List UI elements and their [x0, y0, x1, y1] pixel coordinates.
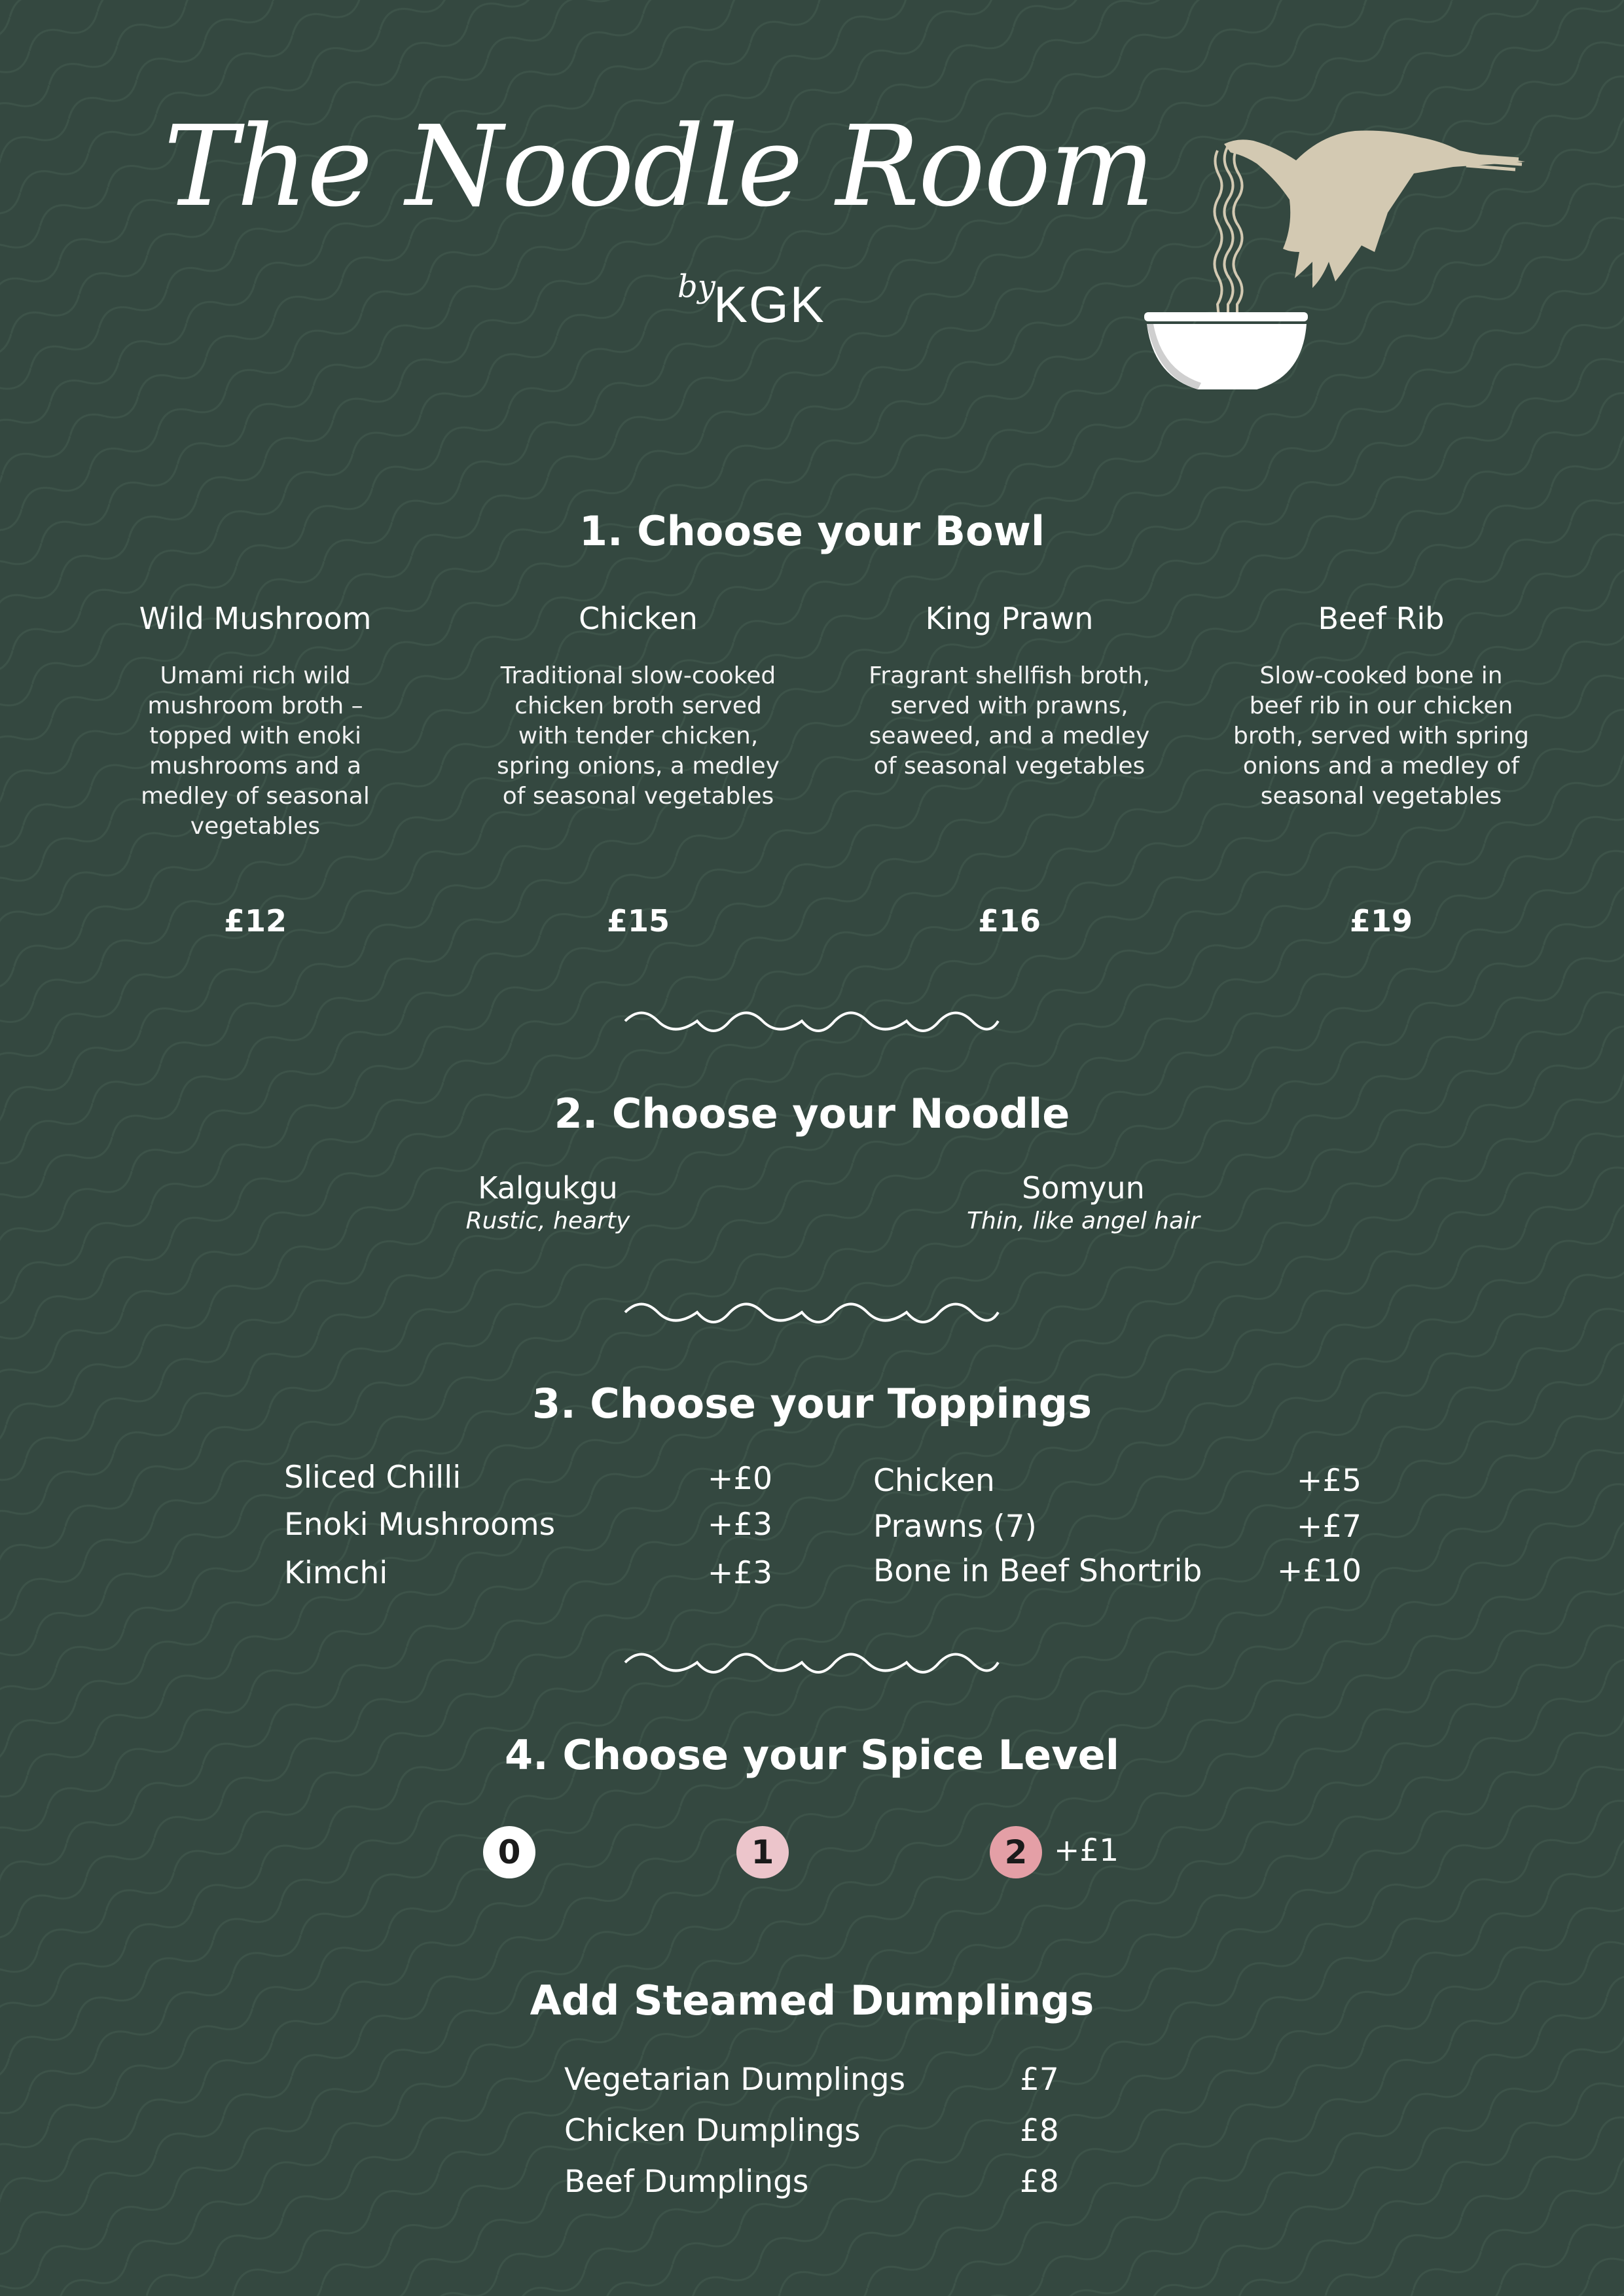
- topping-name: Kimchi: [284, 1555, 388, 1591]
- section-title-noodle: 2. Choose your Noodle: [554, 1090, 1070, 1138]
- bowl-name: Chicken: [579, 601, 698, 636]
- bowl-description: Traditional slow-cooked chicken broth served with tender chicken, spring onions, a medley of seasonal vegetables: [497, 662, 780, 810]
- wave-divider: [622, 1643, 1001, 1682]
- dumpling-price: £8: [1020, 2164, 1059, 2200]
- bowl-price: £16: [977, 903, 1041, 939]
- bowl-name: Beef Rib: [1318, 601, 1445, 636]
- bowl-price: £15: [606, 903, 670, 939]
- topping-name: Enoki Mushrooms: [284, 1507, 556, 1543]
- topping-price: +£3: [707, 1555, 772, 1591]
- spice-level-1: 1: [736, 1826, 789, 1878]
- topping-name: Prawns (7): [873, 1509, 1037, 1545]
- topping-name: Chicken: [873, 1463, 995, 1499]
- crane-noodle-bowl-icon: [1126, 121, 1532, 399]
- wave-divider: [622, 1293, 1001, 1332]
- dumpling-name: Beef Dumplings: [564, 2164, 809, 2200]
- noodle-name: Somyun: [1022, 1170, 1145, 1206]
- topping-price: +£10: [1276, 1553, 1362, 1589]
- topping-price: +£3: [707, 1507, 772, 1543]
- section-title-bowl: 1. Choose your Bowl: [579, 507, 1045, 555]
- brand-kgk: KGK: [713, 276, 825, 333]
- section-title-toppings: 3. Choose your Toppings: [532, 1380, 1092, 1427]
- spice-level-0: 0: [483, 1826, 535, 1878]
- bowl-description: Umami rich wild mushroom broth – topped with enoki mushrooms and a medley of seasonal vegetables: [141, 662, 370, 840]
- bowl-price: £19: [1349, 903, 1413, 939]
- dumpling-name: Vegetarian Dumplings: [564, 2062, 906, 2098]
- brand-title: The Noodle Room: [164, 102, 1154, 232]
- brand-by: by: [677, 268, 715, 305]
- spice-level-2: 2: [990, 1826, 1042, 1878]
- topping-price: +£7: [1296, 1509, 1362, 1545]
- section-title-spice: 4. Choose your Spice Level: [505, 1731, 1119, 1779]
- dumpling-price: £7: [1020, 2062, 1059, 2098]
- topping-price: +£0: [707, 1461, 772, 1497]
- bowl-price: £12: [223, 903, 287, 939]
- noodle-description: Rustic, hearty: [465, 1208, 630, 1234]
- noodle-description: Thin, like angel hair: [967, 1208, 1200, 1234]
- noodle-name: Kalgukgu: [478, 1170, 618, 1206]
- dumpling-price: £8: [1020, 2113, 1059, 2149]
- bowl-name: King Prawn: [925, 601, 1094, 636]
- topping-price: +£5: [1296, 1463, 1362, 1499]
- dumpling-name: Chicken Dumplings: [564, 2113, 861, 2149]
- topping-name: Bone in Beef Shortrib: [873, 1553, 1202, 1589]
- wave-divider: [622, 1001, 1001, 1041]
- topping-name: Sliced Chilli: [284, 1460, 461, 1496]
- bowl-description: Fragrant shellfish broth, served with prawns, seaweed, and a medley of seasonal vegetables: [869, 662, 1150, 780]
- bowl-name: Wild Mushroom: [139, 601, 372, 636]
- spice-extra-price: +£1: [1054, 1833, 1119, 1869]
- bowl-description: Slow-cooked bone in beef rib in our chicken broth, served with spring onions and a medley of seasonal vegetables: [1233, 662, 1530, 810]
- section-title-dumplings: Add Steamed Dumplings: [530, 1977, 1094, 2024]
